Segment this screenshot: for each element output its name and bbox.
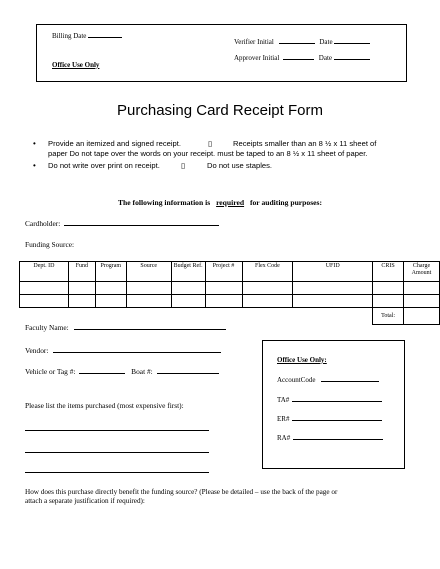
funding-source-label: Funding Source:: [25, 240, 75, 249]
approver-date-line: [334, 54, 370, 60]
items-line-1[interactable]: [25, 430, 209, 431]
instruction-no-tape: paper Do not tape over the words on your receipt. must be taped to an 8 ½ x 11 sheet of paper.: [48, 149, 368, 158]
table-cell[interactable]: [205, 295, 242, 308]
faculty-name-field[interactable]: [25, 323, 226, 332]
office-use-only-label: Office Use Only: [52, 61, 100, 69]
table-spacer: [20, 308, 373, 325]
header-program: Program: [95, 262, 126, 282]
total-label: Total:: [373, 308, 404, 325]
checkbox-icon: ▯: [208, 139, 213, 148]
table-cell[interactable]: [126, 282, 171, 295]
funding-table: [19, 261, 440, 325]
er-label: ER#: [277, 415, 290, 423]
page-title: Purchasing Card Receipt Form: [117, 102, 323, 119]
header-flex-code: Flex Code: [242, 262, 293, 282]
header-ufid: UFID: [293, 262, 373, 282]
table-cell[interactable]: [95, 282, 126, 295]
table-cell[interactable]: [404, 282, 440, 295]
cardholder-line: [64, 220, 219, 226]
cardholder-field[interactable]: [25, 219, 219, 228]
table-row[interactable]: [20, 295, 440, 308]
table-cell[interactable]: [404, 295, 440, 308]
billing-date-field[interactable]: [52, 32, 122, 40]
table-cell[interactable]: [171, 282, 205, 295]
header-charge-amount: Charge Amount: [404, 262, 440, 282]
table-row[interactable]: [20, 282, 440, 295]
table-cell[interactable]: [293, 295, 373, 308]
er-field[interactable]: [277, 415, 382, 423]
table-cell[interactable]: [373, 282, 404, 295]
ra-field[interactable]: [277, 434, 383, 442]
verifier-date-label: Date: [319, 38, 333, 46]
header-fund: Fund: [68, 262, 95, 282]
instruction-small-receipts: Receipts smaller than an 8 ½ x 11 sheet of: [233, 139, 377, 148]
approver-date-label: Date: [318, 54, 333, 62]
table-cell[interactable]: [373, 295, 404, 308]
table-total-row: [20, 308, 440, 325]
table-cell[interactable]: [68, 295, 95, 308]
ta-label: TA#: [277, 396, 290, 404]
boat-line: [157, 368, 219, 374]
vehicle-tag-label: Vehicle or Tag #:: [25, 367, 76, 376]
header-source: Source: [126, 262, 171, 282]
account-code-label: AccountCode: [277, 376, 316, 384]
required-heading-emphasis: required: [216, 198, 245, 207]
faculty-name-line: [74, 324, 226, 330]
approver-initial-line: [283, 54, 314, 60]
ra-label: RA#: [277, 434, 291, 442]
er-line: [292, 415, 382, 421]
ra-line: [293, 434, 383, 440]
verifier-initial-field[interactable]: [234, 38, 370, 46]
items-line-2[interactable]: [25, 452, 209, 453]
table-cell[interactable]: [126, 295, 171, 308]
benefit-question-line-2: attach a separate justification if required):: [25, 497, 145, 505]
items-list-label: Please list the items purchased (most expensive first):: [25, 401, 184, 410]
verifier-initial-label: Verifier Initial: [234, 38, 274, 46]
table-cell[interactable]: [242, 295, 293, 308]
instruction-no-staples: Do not use staples.: [207, 161, 273, 170]
ta-line: [292, 396, 382, 402]
table-cell[interactable]: [242, 282, 293, 295]
required-heading-suffix: for auditing purposes:: [249, 198, 322, 207]
required-info-heading: [0, 198, 440, 207]
faculty-name-label: Faculty Name:: [25, 323, 69, 332]
billing-date-line: [88, 32, 122, 38]
table-cell[interactable]: [20, 295, 69, 308]
table-cell[interactable]: [205, 282, 242, 295]
approver-initial-label: Approver Initial: [234, 54, 280, 62]
table-cell[interactable]: [95, 295, 126, 308]
total-amount-cell[interactable]: [404, 308, 440, 325]
bullet-icon: •: [33, 161, 36, 170]
table-cell[interactable]: [171, 295, 205, 308]
ta-field[interactable]: [277, 396, 382, 404]
vendor-label: Vendor:: [25, 346, 49, 355]
verifier-initial-line: [279, 38, 315, 44]
bullet-icon: •: [33, 139, 36, 148]
table-cell[interactable]: [68, 282, 95, 295]
account-code-field[interactable]: [277, 376, 379, 384]
cardholder-label: Cardholder:: [25, 219, 61, 228]
instruction-no-write-over: Do not write over print on receipt.: [48, 161, 160, 170]
table-cell[interactable]: [293, 282, 373, 295]
account-code-line: [321, 376, 379, 382]
vendor-line: [53, 347, 221, 353]
verifier-date-line: [334, 38, 370, 44]
boat-label: Boat #:: [131, 367, 153, 376]
required-heading-prefix: The following information is: [117, 198, 211, 207]
header-budget-ref: Budget Ref.: [171, 262, 205, 282]
approver-initial-field[interactable]: [234, 54, 370, 62]
table-cell[interactable]: [20, 282, 69, 295]
billing-date-label: Billing Date: [52, 32, 87, 40]
checkbox-icon: ▯: [181, 161, 186, 170]
office-use-title: Office Use Only:: [277, 356, 327, 364]
vehicle-tag-field[interactable]: [25, 367, 219, 376]
header-cris: CRIS: [373, 262, 404, 282]
vehicle-tag-line: [79, 368, 125, 374]
header-dept-id: Dept. ID: [20, 262, 69, 282]
benefit-question-line-1: How does this purchase directly benefit the funding source? (Please be detailed – use the back of the page or: [25, 488, 338, 496]
vendor-field[interactable]: [25, 346, 221, 355]
table-header-row: [20, 262, 440, 282]
items-line-3[interactable]: [25, 472, 209, 473]
instruction-itemized-receipt: Provide an itemized and signed receipt.: [48, 139, 181, 148]
header-project: Project #: [205, 262, 242, 282]
